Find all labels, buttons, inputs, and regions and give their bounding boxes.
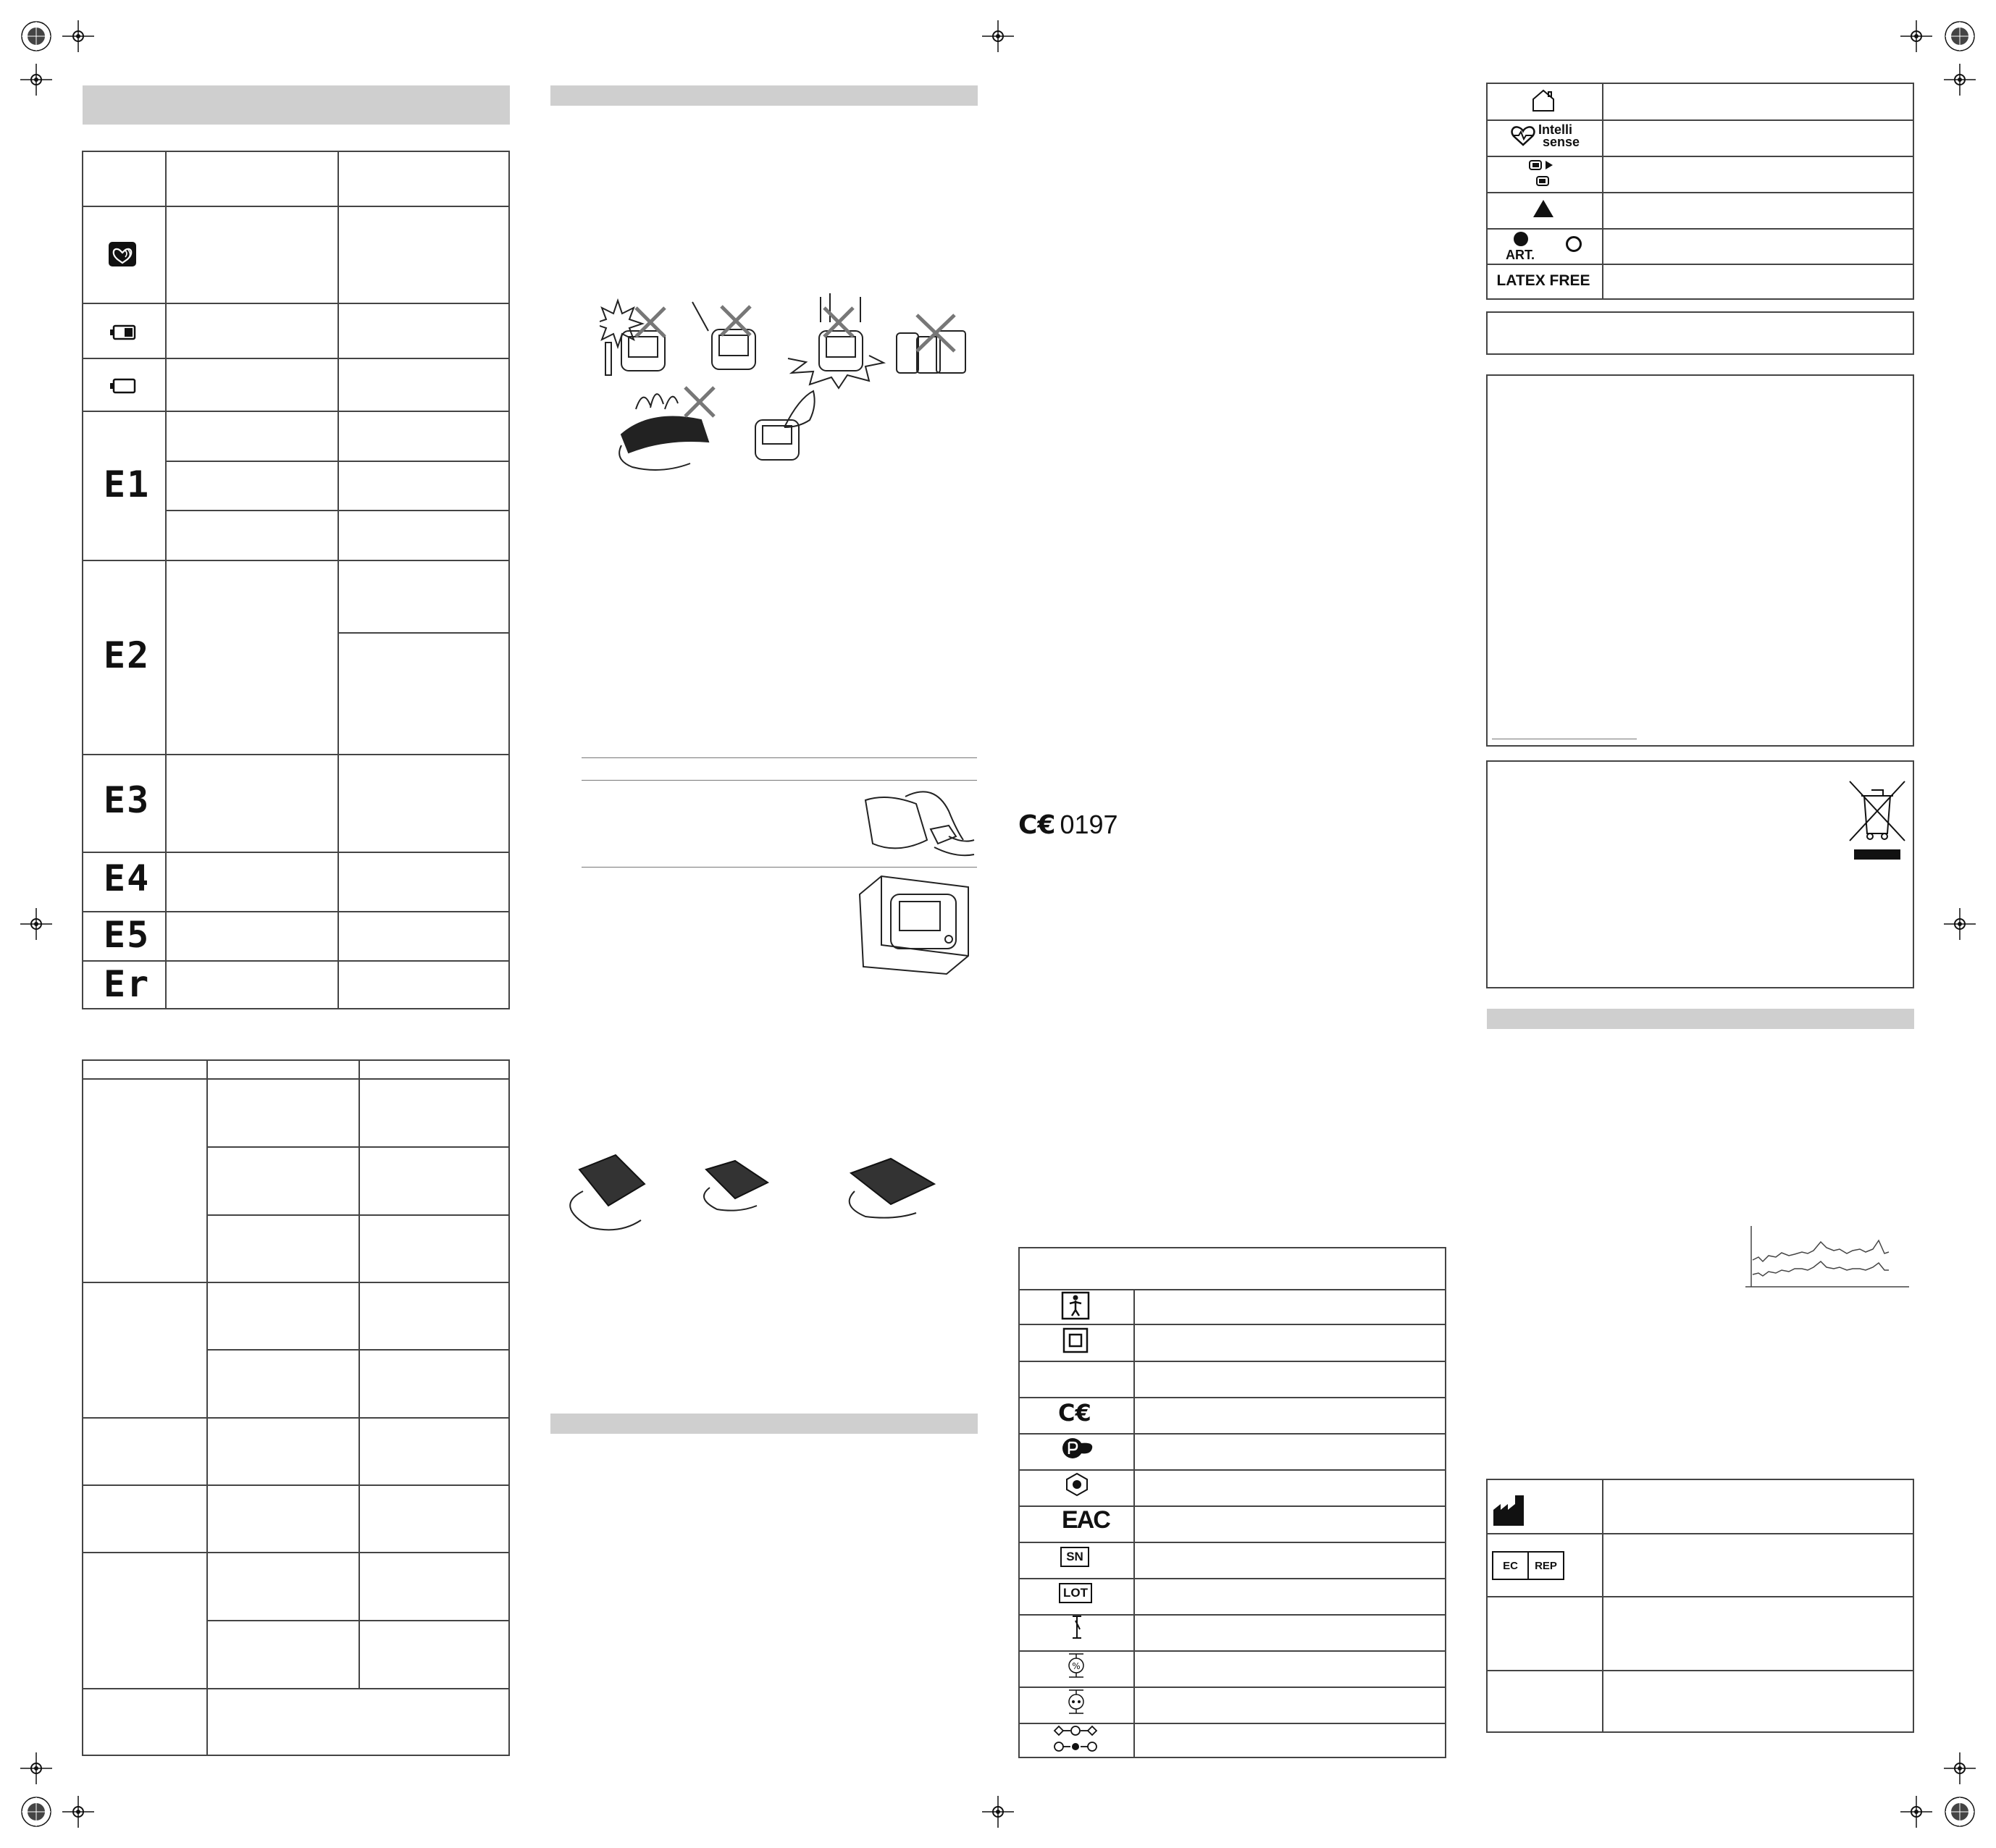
error-code-e2: E2: [104, 634, 151, 676]
humidity-icon: [1063, 1651, 1089, 1680]
ce-mark-0197: [1018, 810, 1118, 840]
gost-mark-icon: [1065, 1472, 1089, 1497]
section-header-bar: [550, 85, 978, 106]
temperature-icon: [1068, 1613, 1086, 1645]
error-code-e4: E4: [104, 857, 151, 899]
polarity-icon: [1052, 1723, 1099, 1755]
art-label: ART.: [1506, 248, 1535, 262]
storage-case-illustration: [856, 873, 978, 978]
lot-label: LOT: [1059, 1583, 1092, 1603]
sn-label: SN: [1060, 1547, 1089, 1567]
cuff-connection-illustration: [862, 786, 978, 862]
eac-mark: EAC: [1062, 1506, 1110, 1534]
weee-bin-icon: [1848, 778, 1906, 860]
error-code-er: Er: [104, 963, 151, 1005]
intellisense-line1: Intelli: [1538, 122, 1573, 137]
section-header-bar: [83, 85, 510, 125]
applied-part-icon: [1061, 1291, 1090, 1320]
care-warnings-illustration: [600, 293, 976, 474]
ce-mark-small: C€: [1058, 1399, 1091, 1427]
class2-icon: [1062, 1327, 1089, 1353]
rep-label: REP: [1535, 1559, 1557, 1572]
ec-label: EC: [1493, 1553, 1529, 1579]
ce-mark-number: 0197: [1060, 810, 1118, 839]
notice-box: [1486, 311, 1914, 355]
divider-line: [582, 780, 977, 781]
home-icon: [1530, 88, 1556, 114]
ec-rep-label: [1492, 1551, 1564, 1580]
error-code-e1: E1: [104, 463, 151, 505]
divider-line: [582, 867, 977, 868]
warning-triangle-icon: [1532, 198, 1555, 219]
heart-wave-icon: [1510, 125, 1536, 148]
manufacturer-table: [1486, 1479, 1914, 1733]
divider-line: [582, 757, 977, 758]
intellisense-logo: [1510, 124, 1580, 148]
battery-low-icon: [110, 324, 136, 340]
symbols-table: [1018, 1247, 1446, 1758]
latex-free-label: LATEX FREE: [1496, 272, 1590, 289]
error-code-e3: E3: [104, 779, 151, 821]
pct-mark-icon: [1062, 1436, 1094, 1461]
heart-pulse-icon: [109, 242, 136, 266]
troubleshooting-table: [82, 1059, 510, 1756]
ce-mark-symbol: C€: [1018, 810, 1056, 840]
section-header-bar: [550, 1414, 978, 1434]
battery-empty-icon: [110, 378, 136, 394]
cuff-arrow-icon: [1528, 158, 1559, 188]
humidity-pct-label: %: [1072, 1661, 1081, 1671]
pressure-icon: [1063, 1687, 1089, 1716]
art-marker-icon: [1504, 230, 1590, 264]
info-box: [1486, 374, 1914, 747]
cuff-sizes-illustration: [561, 1148, 967, 1235]
manufacturer-icon: [1492, 1494, 1527, 1527]
section-header-bar: [1487, 1009, 1914, 1029]
intellisense-line2: sense: [1543, 135, 1580, 149]
pressure-trend-chart: [1738, 1220, 1912, 1296]
error-code-e5: E5: [104, 914, 151, 956]
